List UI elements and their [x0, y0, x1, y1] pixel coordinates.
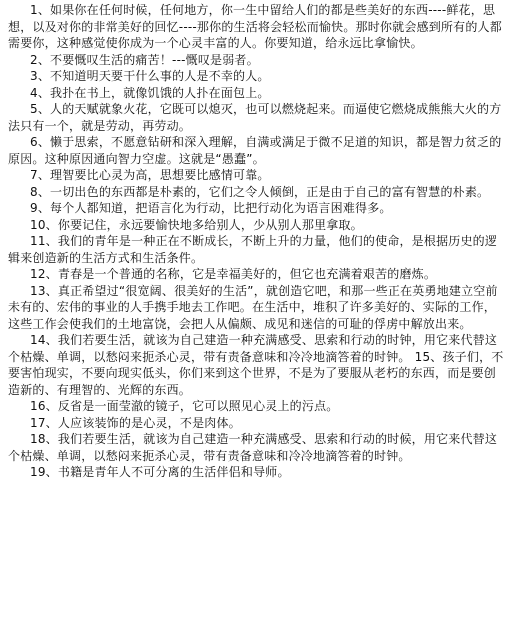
quote-11: 11、我们的青年是一种正在不断成长，不断上升的力量，他们的使命，是根据历史的逻辑来创造新的生活方式和生活条件。 [8, 234, 498, 265]
quote-14-15: 14、我们若要生活，就该为自己建造一种充满感受、思索和行动的时钟，用它来代替这个枯燥、单调，以愁闷来扼杀心灵，带有责备意味和冷冷地滴答着的时钟。 15、孩子们，不要害怕现实，不要向现实低头，你们来到这个世界，不是为了要服从老朽的东西，而是要创造新的、有理智的、光辉的东西。 [8, 333, 504, 397]
quote-7: 7、理智要比心灵为高，思想要比感情可靠。 [30, 168, 270, 182]
quote-4: 4、我扑在书上，就像饥饿的人扑在面包上。 [30, 85, 270, 100]
quote-8: 8、一切出色的东西都是朴素的，它们之令人倾倒，正是由于自己的富有智慧的朴素。 [30, 184, 490, 199]
quote-16: 16、反省是一面莹澈的镜子，它可以照见心灵上的污点。 [30, 399, 339, 413]
quote-1: 1、如果你在任何时候，任何地方，你一生中留给人们的都是些美好的东西----鲜花，思想，以及对你的非常美好的回忆----那你的生活将会轻松而愉快。那时你就会感到所有的人都需要你，这种感觉使你成为一个心灵丰富的人。你要知道，给永远比拿愉快。 [8, 3, 502, 50]
quote-5: 5、人的天赋就象火花，它既可以熄灭，也可以燃烧起来。而逼使它燃烧成熊熊大火的方法只有一个，就是劳动，再劳动。 [8, 102, 502, 133]
quote-10: 10、你要记住，永远要愉快地多给别人，少从别人那里拿取。 [30, 217, 363, 232]
quote-12: 12、青春是一个普通的名称，它是幸福美好的，但它也充满着艰苦的磨炼。 [30, 267, 437, 281]
quote-13: 13、真正希望过“很宽阔、很美好的生活”，就创造它吧，和那一些正在英勇地建立空前未有的、宏伟的事业的人手携手地去工作吧。在生活中，堆积了许多美好的、实际的工作，这些工作会使我们的土地富饶，会把人从偏颇、成见和迷信的可耻的俘虏中解放出来。 [8, 283, 498, 331]
quote-2: 2、不要慨叹生活的痛苦！---慨叹是弱者。 [30, 52, 259, 67]
quote-6: 6、懒于思索，不愿意钻研和深入理解，自满或满足于微不足道的知识，都是智力贫乏的原因。这种原因通向智力空虚。这就是“愚蠢”。 [8, 135, 502, 166]
quote-17: 17、人应该装饰的是心灵，不是肉体。 [30, 415, 241, 430]
quote-19: 19、书籍是青年人不可分离的生活伴侣和导师。 [30, 465, 290, 479]
quote-3: 3、不知道明天要干什么事的人是不幸的人。 [30, 69, 270, 83]
quote-9: 9、每个人都知道，把语言化为行动，比把行动化为语言困难得多。 [30, 201, 392, 215]
quote-18: 18、我们若要生活，就该为自己建造一种充满感受、思索和行动的时候，用它来代替这个枯燥、单调，以愁闷来扼杀心灵，带有责备意味和冷冷地滴答着的时钟。 [8, 432, 498, 463]
